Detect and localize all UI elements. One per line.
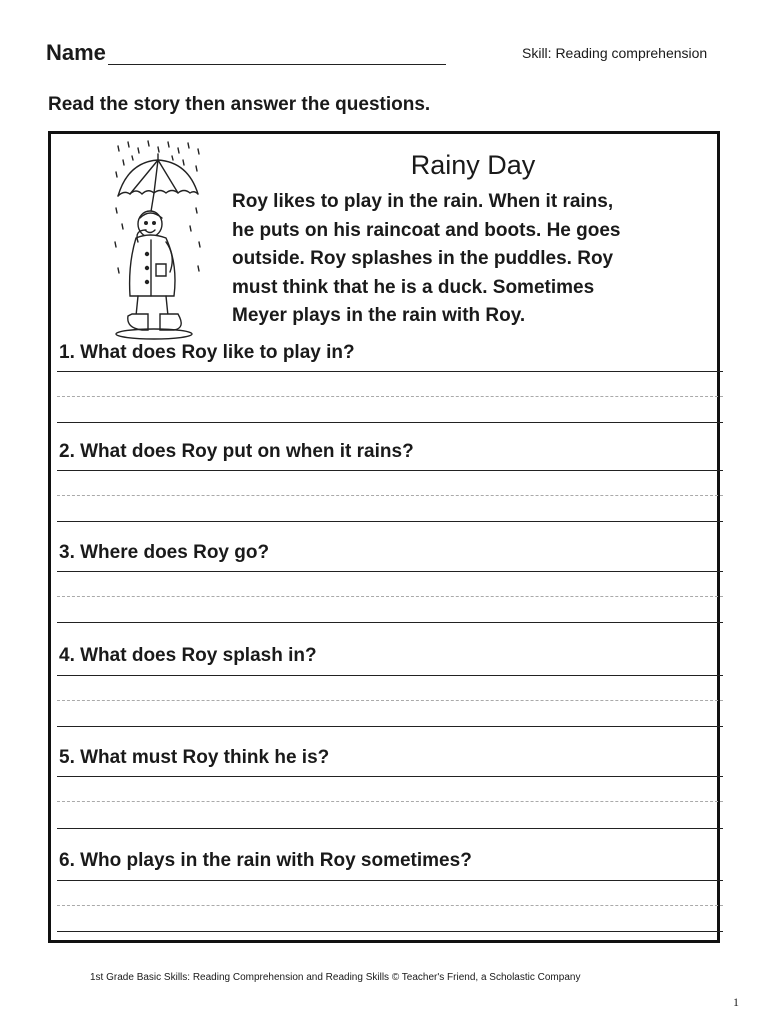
instructions: Read the story then answer the questions. bbox=[48, 94, 431, 115]
page-number: 1 bbox=[733, 995, 739, 1009]
answer-line-mid bbox=[57, 596, 723, 597]
answer-line-mid bbox=[57, 905, 723, 906]
question-2: 2. What does Roy put on when it rains? bbox=[59, 441, 414, 462]
answer-line-base[interactable] bbox=[57, 521, 723, 522]
answer-line-base[interactable] bbox=[57, 726, 723, 727]
question-6: 6. Who plays in the rain with Roy sometimes? bbox=[59, 850, 472, 871]
question-3: 3. Where does Roy go? bbox=[59, 542, 270, 563]
answer-line-base[interactable] bbox=[57, 828, 723, 829]
answer-line-base[interactable] bbox=[57, 931, 723, 932]
answer-line-top[interactable] bbox=[57, 571, 723, 572]
answer-line-top[interactable] bbox=[57, 880, 723, 881]
story-text: Roy likes to play in the rain. When it rains, he puts on his raincoat and boots. He goes outside. Roy splashes in the puddles. Roy must think that he is a duck. Sometimes Meyer plays in the rain with Roy. bbox=[232, 191, 621, 326]
skill-label: Skill: Reading comprehension bbox=[522, 45, 708, 61]
answer-line-base[interactable] bbox=[57, 622, 723, 623]
boy-with-umbrella-in-rain-icon bbox=[112, 138, 204, 340]
answer-line-mid bbox=[57, 700, 723, 701]
question-4: 4. What does Roy splash in? bbox=[59, 645, 317, 666]
question-1: 1. What does Roy like to play in? bbox=[59, 342, 355, 363]
name-label: Name bbox=[46, 40, 106, 65]
answer-line-top[interactable] bbox=[57, 371, 723, 372]
answer-line-mid bbox=[57, 495, 723, 496]
name-field[interactable] bbox=[108, 64, 446, 65]
footer-credit: 1st Grade Basic Skills: Reading Comprehension and Reading Skills © Teacher's Friend, a Scholastic Company bbox=[90, 972, 581, 983]
answer-line-mid bbox=[57, 396, 723, 397]
answer-line-mid bbox=[57, 801, 723, 802]
answer-line-top[interactable] bbox=[57, 675, 723, 676]
answer-line-top[interactable] bbox=[57, 776, 723, 777]
answer-line-base[interactable] bbox=[57, 422, 723, 423]
story-title: Rainy Day bbox=[410, 150, 536, 180]
question-5: 5. What must Roy think he is? bbox=[59, 747, 330, 768]
answer-line-top[interactable] bbox=[57, 470, 723, 471]
